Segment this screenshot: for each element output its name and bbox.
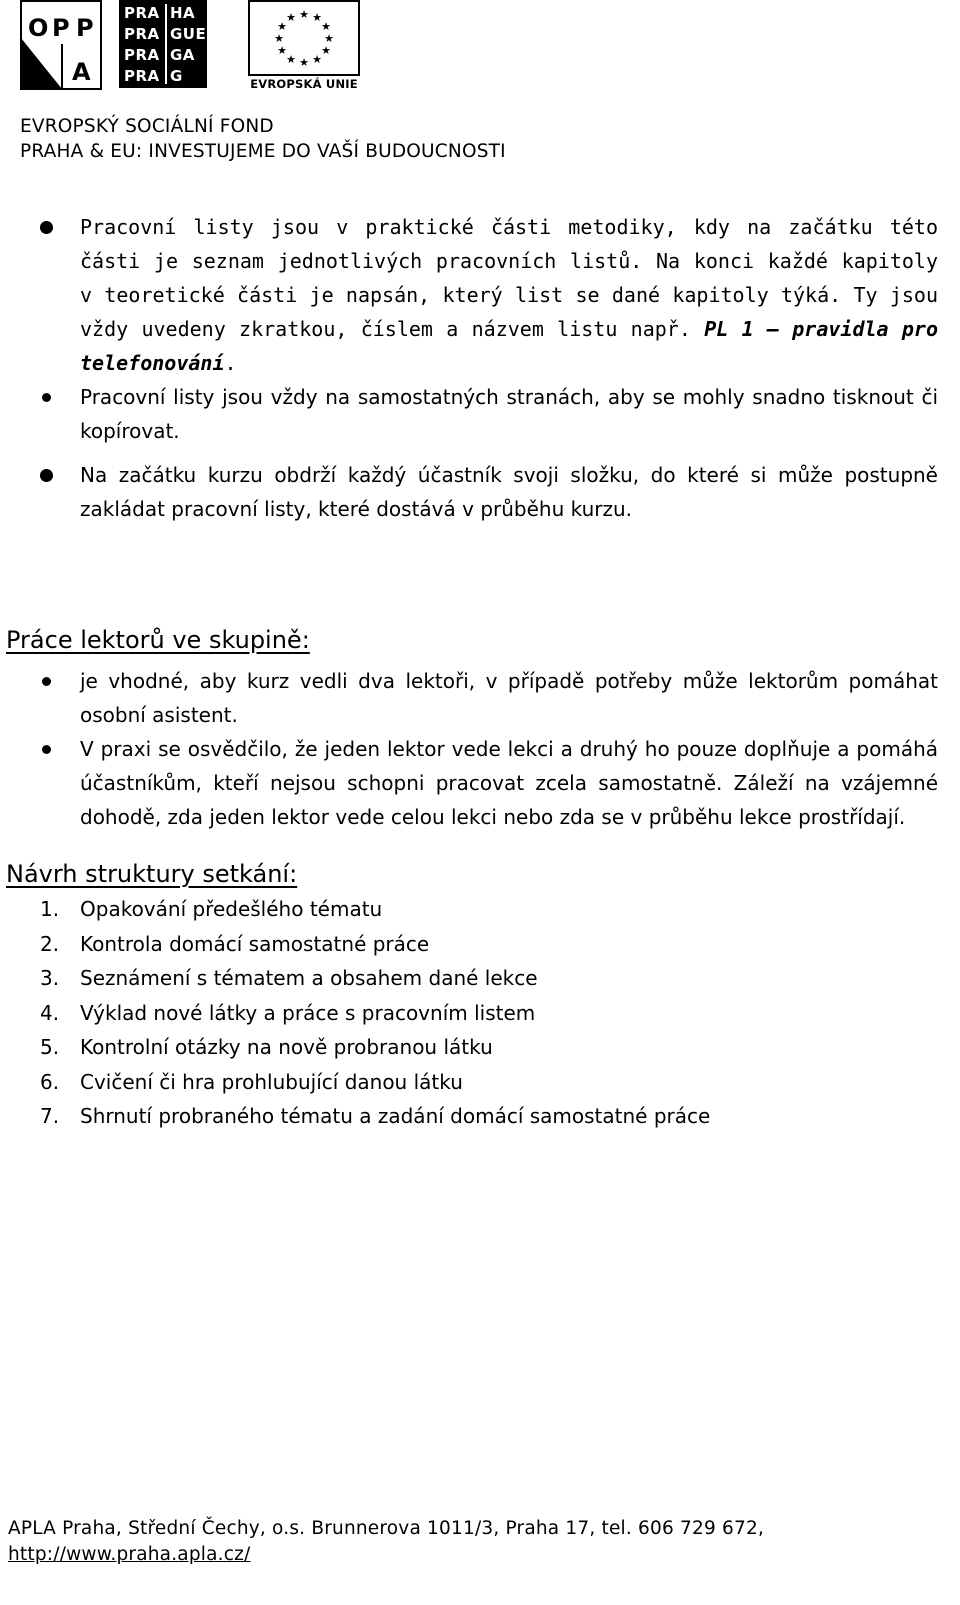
svg-text:★: ★ xyxy=(286,11,296,24)
fund-line-1: EVROPSKÝ SOCIÁLNÍ FOND xyxy=(20,116,274,137)
praha-logo-right-3: GA xyxy=(170,46,195,64)
svg-text:★: ★ xyxy=(312,53,322,66)
intro-bullet-2 xyxy=(0,380,960,448)
lecturers-bullet-2 xyxy=(0,732,960,834)
intro-bullet-1-text: Pracovní listy jsou v praktické části metodiky, kdy na začátku této části je seznam jednotlivých pracovních listů. Na konci každé kapitoly v teoretické části je napsán, který list se dané kapitoly týká. Ty jsou vždy uvedeny zkratkou, číslem a názvem listu např. xyxy=(80,215,938,341)
svg-text:★: ★ xyxy=(286,53,296,66)
oppa-letter-p2: P xyxy=(76,14,94,42)
structure-item-text: Výklad nové látky a práce s pracovním listem xyxy=(80,1000,536,1025)
svg-text:★: ★ xyxy=(277,20,287,33)
intro-bullet-1-tail: . xyxy=(224,351,237,375)
section-heading-structure: Návrh struktury setkání: xyxy=(6,860,298,888)
lecturers-bullet-1-text: je vhodné, aby kurz vedli dva lektoři, v případě potřeby může lektorům pomáhat osobní asistent. xyxy=(80,669,938,727)
structure-item-text: Opakování předešlého tématu xyxy=(80,897,383,921)
footer-website-link[interactable]: http://www.praha.apla.cz/ xyxy=(8,1544,251,1565)
intro-bullet-3-text: Na začátku kurzu obdrží každý účastník svoji složku, do které si může postupně zakládat pracovní listy, které dostává v průběhu kurzu. xyxy=(80,463,938,521)
structure-item-number: 5. xyxy=(40,1035,60,1059)
svg-text:★: ★ xyxy=(274,32,284,45)
structure-item-7 xyxy=(0,1099,960,1134)
praha-logo-divider xyxy=(165,4,167,84)
svg-text:★: ★ xyxy=(277,44,287,57)
oppa-logo xyxy=(20,0,102,90)
intro-bullet-2-text: Pracovní listy jsou vždy na samostatných stranách, aby se mohly snadno tisknout či kopírovat. xyxy=(80,385,938,443)
bullet-dot-icon xyxy=(42,393,51,402)
praha-logo-left-1: PRA xyxy=(124,4,160,22)
structure-list xyxy=(0,892,960,1134)
structure-item-number: 1. xyxy=(40,897,60,921)
svg-text:★: ★ xyxy=(299,8,309,21)
page-footer xyxy=(8,1516,764,1568)
structure-item-number: 7. xyxy=(40,1104,60,1128)
praha-logo-left-2: PRA xyxy=(124,25,160,43)
oppa-logo-graphic xyxy=(20,0,102,90)
structure-item-text: Seznámení s tématem a obsahem dané lekce xyxy=(80,966,538,990)
structure-item-number: 6. xyxy=(40,1069,60,1094)
eu-logo-label: EVROPSKÁ UNIE xyxy=(250,77,358,91)
bullet-dot-icon xyxy=(42,745,51,754)
eu-logo xyxy=(248,0,360,92)
bullet-dot-icon xyxy=(42,677,51,686)
bullet-dot-icon xyxy=(40,469,53,482)
svg-text:★: ★ xyxy=(324,32,334,45)
praha-logo-left-4: PRA xyxy=(124,67,160,85)
intro-bullet-3 xyxy=(0,458,960,526)
section-heading-lecturers: Práce lektorů ve skupině: xyxy=(6,626,310,654)
oppa-letter-o: O xyxy=(28,14,49,42)
lecturers-bullet-2-text: V praxi se osvědčilo, že jeden lektor vede lekci a druhý ho pouze doplňuje a pomáhá účastníkům, kteří nejsou schopni pracovat zcela samostatně. Záleží na vzájemné dohodě, zda jeden lektor vede celou lekci nebo zda se v průběhu lekce prostřídají. xyxy=(80,737,938,829)
praha-logo xyxy=(119,0,207,88)
fund-heading xyxy=(20,114,506,164)
svg-text:★: ★ xyxy=(321,20,331,33)
structure-item-text: Kontrolní otázky na nově probranou látku xyxy=(80,1035,493,1059)
footer-address: APLA Praha, Střední Čechy, o.s. Brunnerova 1011/3, Praha 17, tel. 606 729 672, xyxy=(8,1518,765,1539)
svg-text:★: ★ xyxy=(299,56,309,69)
structure-item-1 xyxy=(0,892,960,927)
structure-item-text: Shrnutí probraného tématu a zadání domácí samostatné práce xyxy=(80,1104,711,1128)
structure-item-2 xyxy=(0,927,960,962)
structure-item-number: 2. xyxy=(40,931,60,956)
praha-logo-right-2: GUE xyxy=(170,25,207,43)
structure-item-text: Kontrola domácí samostatné práce xyxy=(80,931,430,956)
svg-text:★: ★ xyxy=(312,11,322,24)
praha-logo-left-3: PRA xyxy=(124,46,160,64)
eu-flag-icon xyxy=(248,0,360,76)
intro-bullet-1 xyxy=(0,210,960,380)
praha-logo-right-1: HA xyxy=(170,4,196,22)
structure-item-6 xyxy=(0,1065,960,1100)
structure-item-4 xyxy=(0,996,960,1031)
structure-item-number: 4. xyxy=(40,1000,60,1025)
structure-item-3 xyxy=(0,961,960,996)
structure-item-text: Cvičení či hra prohlubující danou látku xyxy=(80,1069,463,1094)
oppa-letter-p1: P xyxy=(52,14,70,42)
fund-line-2: PRAHA & EU: INVESTUJEME DO VAŠÍ BUDOUCNOSTI xyxy=(20,141,506,162)
svg-text:★: ★ xyxy=(321,44,331,57)
oppa-letter-a: A xyxy=(72,58,91,86)
document-body xyxy=(0,210,960,1134)
structure-item-number: 3. xyxy=(40,966,60,990)
structure-item-5 xyxy=(0,1030,960,1065)
lecturers-bullet-1 xyxy=(0,664,960,732)
intro-bullet-list xyxy=(0,210,960,526)
bullet-dot-icon xyxy=(40,221,53,234)
lecturers-bullet-list xyxy=(0,664,960,834)
praha-logo-right-4: G xyxy=(170,67,183,85)
intro-bullet-1-emphasis: PL 1 – pravidla pro telefonování xyxy=(80,317,939,375)
